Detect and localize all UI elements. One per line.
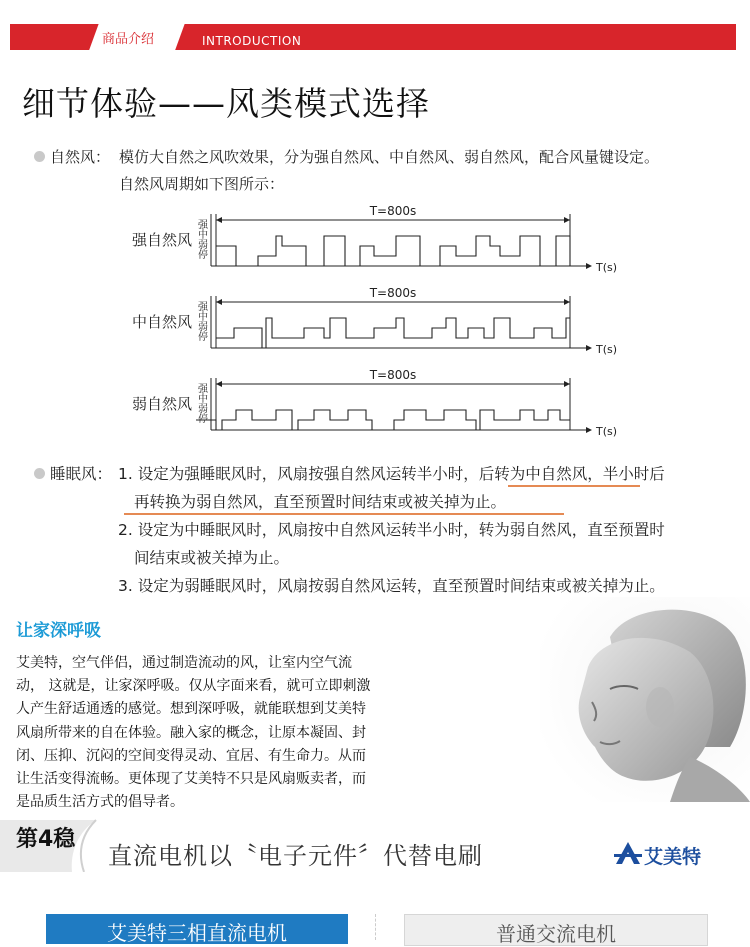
header-tab-label: 商品介绍 <box>102 32 155 47</box>
compare-right-label: 普通交流电机 <box>496 922 616 946</box>
sleep-item3: 3. 设定为弱睡眠风时，风扇按弱自然风运转，直至预置时间结束或被关掉为止。 <box>118 577 665 595</box>
charts-svg <box>0 200 750 440</box>
highlight-underline <box>508 485 640 487</box>
wind-cycle-charts <box>0 200 750 440</box>
natural-label: 自然风： <box>50 148 111 166</box>
period-label: T=800s <box>369 204 417 218</box>
level-label: 停 <box>198 332 208 343</box>
x-axis-arrow <box>586 427 592 433</box>
x-axis-arrow <box>586 345 592 351</box>
sleep-item2-b: 间结束或被关掉为止。 <box>134 549 290 567</box>
level-label: 中 <box>198 394 208 405</box>
period-arrow-right <box>564 217 570 223</box>
chart-title: 中自然风 <box>131 313 192 331</box>
wind-waveform <box>196 410 570 430</box>
breathe-title: 让家深呼吸 <box>16 621 101 641</box>
bullet-dot <box>34 468 45 479</box>
compare-right-box <box>404 914 708 946</box>
natural-line2: 自然风周期如下图所示： <box>119 175 285 193</box>
compare-left-label: 艾美特三相直流电机 <box>107 921 287 945</box>
header-english: INTRODUCTION <box>202 34 302 48</box>
level-label: 中 <box>198 230 208 241</box>
period-arrow-left <box>216 217 222 223</box>
stable-badge: 第4稳 <box>16 827 76 852</box>
level-label: 强 <box>198 220 208 231</box>
sleep-label: 睡眠风： <box>50 465 113 483</box>
level-label: 强 <box>198 302 208 313</box>
breathe-line: 风扇所带来的自在体验。融入家的概念，让原本凝固、封 <box>16 724 366 741</box>
level-label: 弱 <box>198 240 208 251</box>
x-axis-label: T(s) <box>596 425 618 438</box>
level-label: 弱 <box>198 404 208 415</box>
brand-logo-icon <box>614 840 642 866</box>
feature-banner <box>0 812 750 872</box>
natural-line1: 模仿大自然之风吹效果，分为强自然风、中自然风、弱自然风，配合风量键设定。 <box>119 148 660 166</box>
period-arrow-left <box>216 381 222 387</box>
chart-title: 弱自然风 <box>131 395 192 413</box>
level-label: 停 <box>198 250 208 261</box>
chart-title: 强自然风 <box>131 231 192 249</box>
sleep-item2-a: 2. 设定为中睡眠风时，风扇按中自然风运转半小时，转为弱自然风，直至预置时 <box>118 521 665 539</box>
level-label: 弱 <box>198 322 208 333</box>
period-arrow-right <box>564 381 570 387</box>
breathe-line: 艾美特，空气伴侣，通过制造流动的风，让室内空气流 <box>16 655 352 671</box>
wind-waveform <box>216 318 570 348</box>
x-axis-label: T(s) <box>596 343 618 356</box>
breathe-line: 是品质生活方式的倡导者。 <box>16 794 184 811</box>
x-axis-arrow <box>586 263 592 269</box>
breathe-line: 让生活变得流畅。更体现了艾美特不只是风扇贩卖者，而 <box>16 771 366 788</box>
level-label: 中 <box>198 312 208 323</box>
wind-waveform <box>216 236 570 266</box>
period-label: T=800s <box>369 286 417 300</box>
x-axis-label: T(s) <box>596 261 618 274</box>
level-label: 停 <box>198 414 208 425</box>
breathe-line: 人产生舒适通透的感觉。想到深呼吸，就能联想到艾美特 <box>16 701 366 718</box>
breathe-paragraph <box>16 652 394 814</box>
period-arrow-right <box>564 299 570 305</box>
stable-headline: 直流电机以〝电子元件〞代替电刷 <box>108 842 483 870</box>
brand-name: 艾美特 <box>644 846 702 868</box>
period-arrow-left <box>216 299 222 305</box>
child-face-image <box>540 597 750 802</box>
divider <box>375 914 376 940</box>
sleep-item1-a: 1. 设定为强睡眠风时，风扇按强自然风运转半小时，后转为中自然风，半小时后 <box>118 465 665 483</box>
page-title: 细节体验——风类模式选择 <box>22 84 430 123</box>
breathe-line: 动， 这就是，让家深呼吸。仅从字面来看，就可立即刺激 <box>16 678 371 695</box>
bullet-dot <box>34 151 45 162</box>
period-label: T=800s <box>369 368 417 382</box>
highlight-underline <box>124 513 564 515</box>
header-banner <box>0 18 750 58</box>
sleep-item1-b: 再转换为弱自然风，直至预置时间结束或被关掉为止。 <box>134 493 507 511</box>
breathe-line: 闭、压抑、沉闷的空间变得灵动、宜居、有生命力。从而 <box>16 747 366 764</box>
level-label: 强 <box>198 384 208 395</box>
